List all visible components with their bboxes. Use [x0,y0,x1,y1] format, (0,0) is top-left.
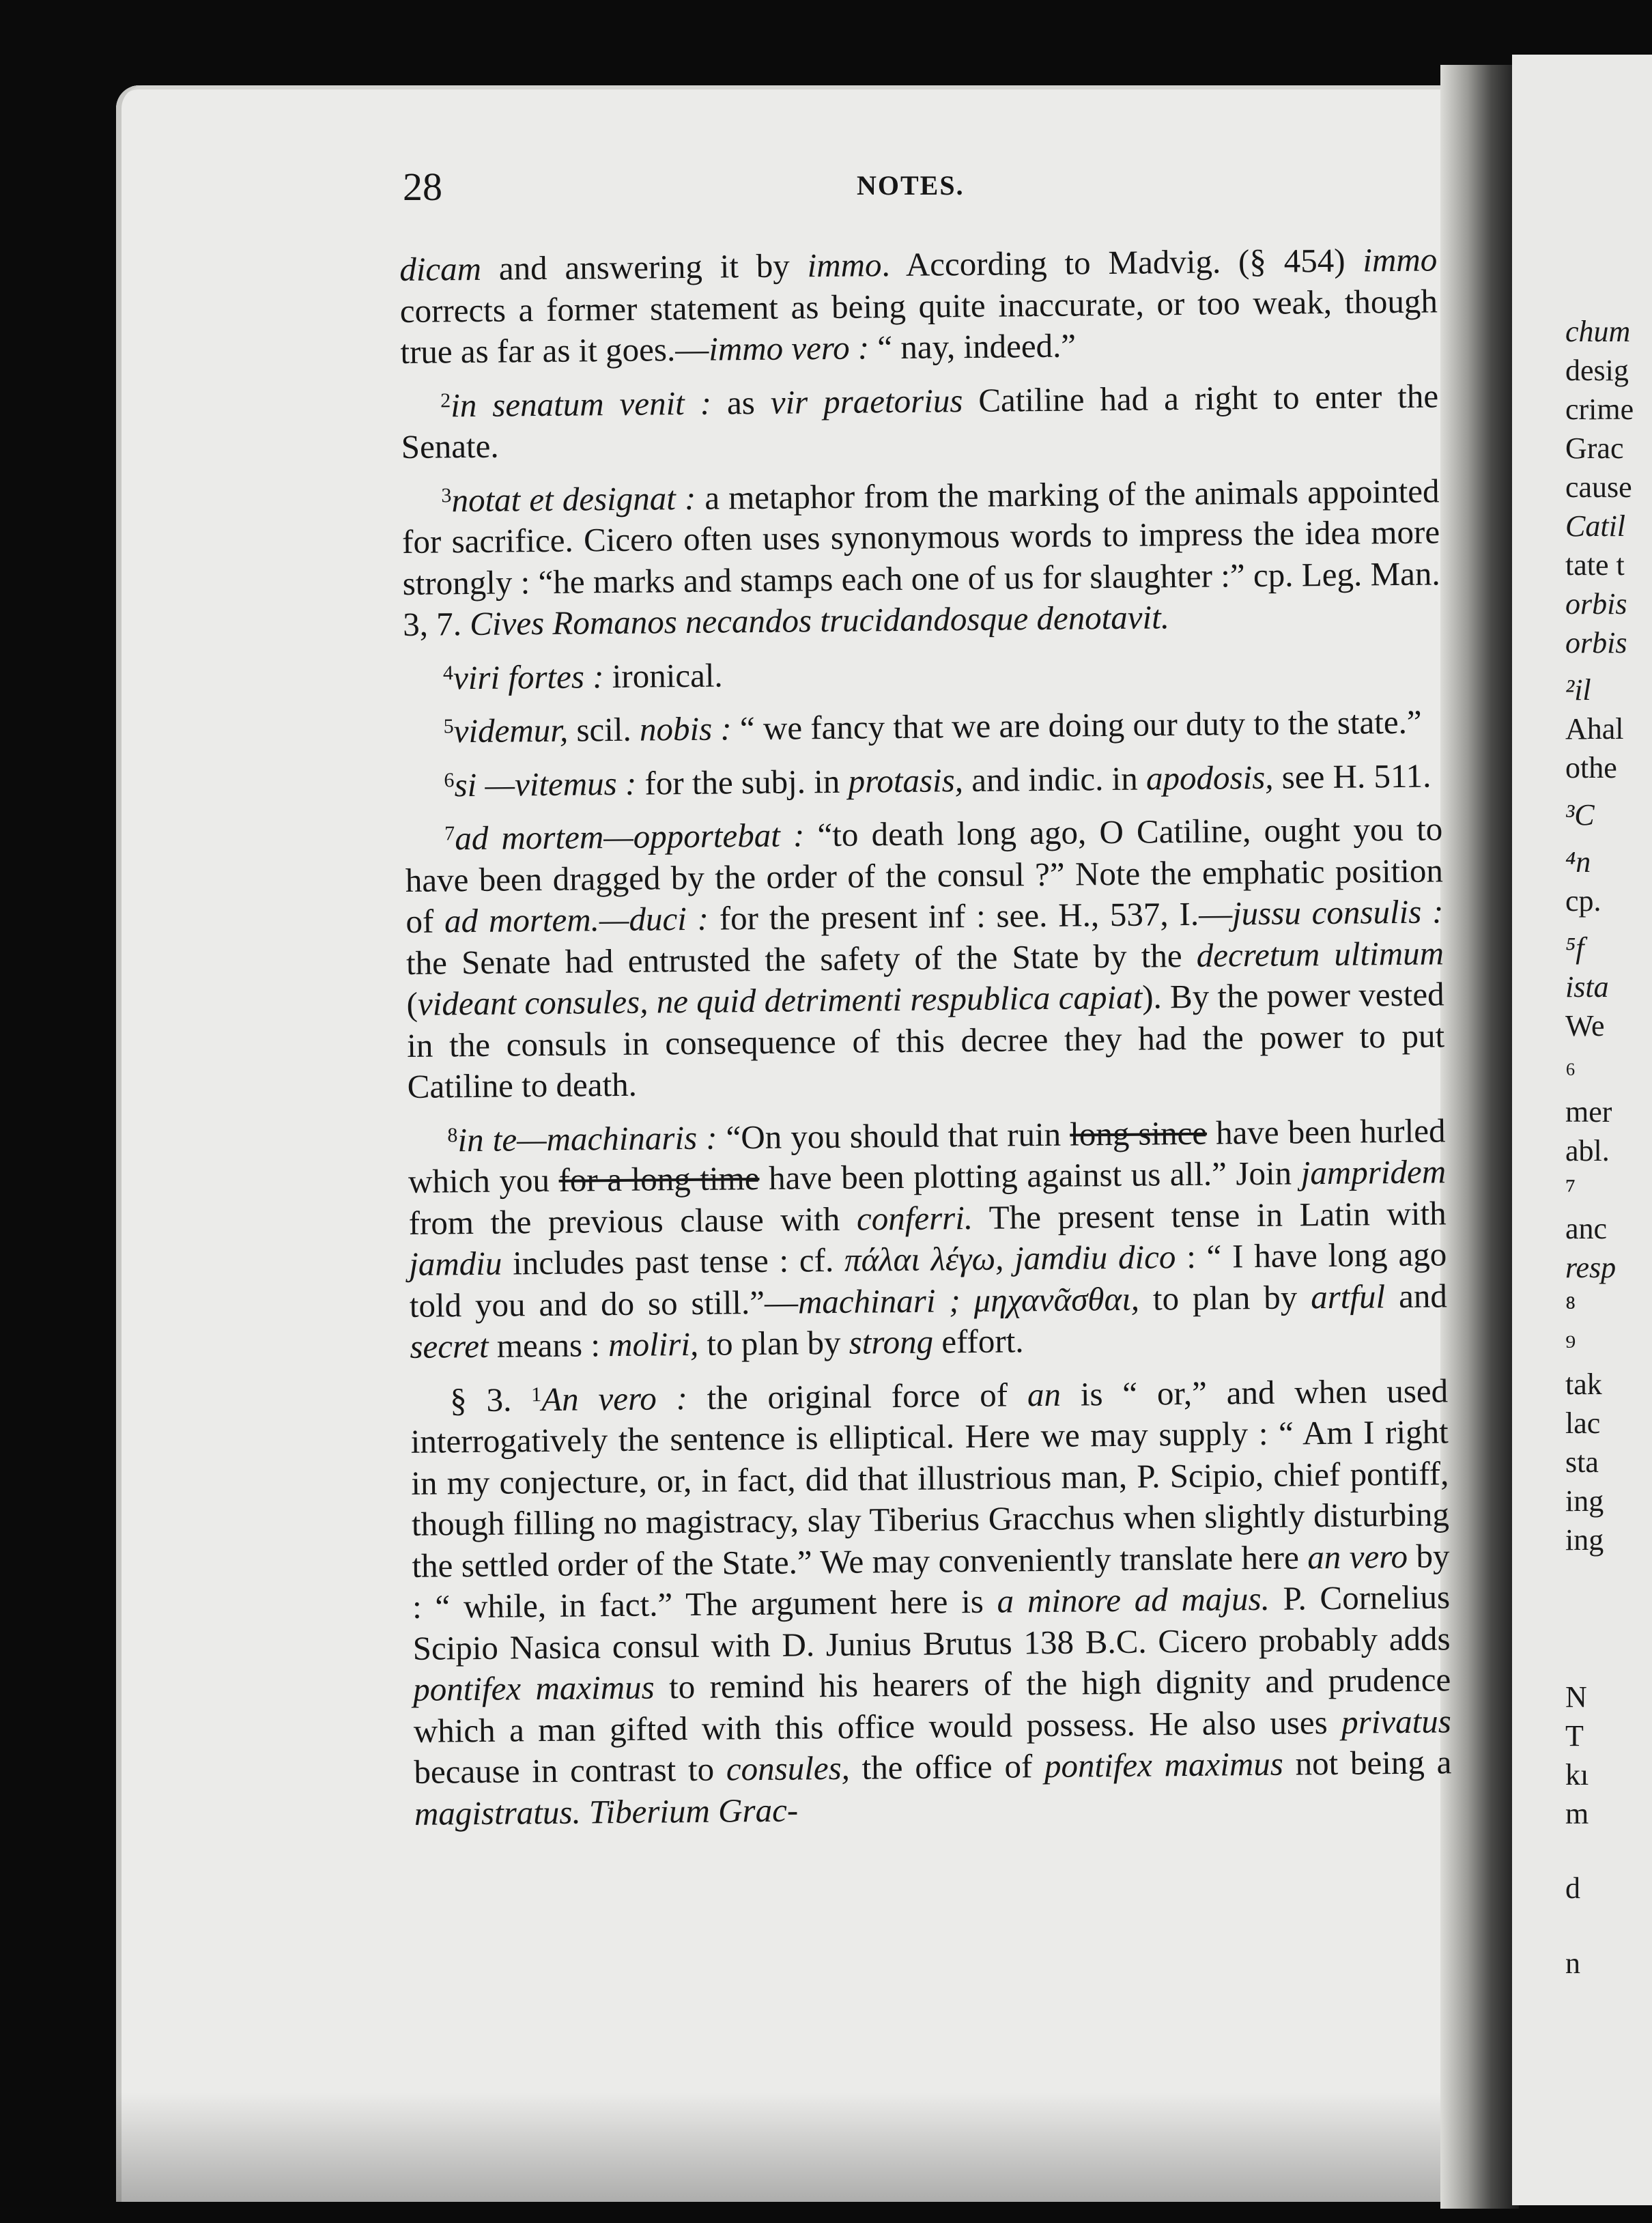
book-gutter [1440,65,1519,2209]
latin-term: vir praetorius [770,381,963,421]
note-text: scil. [567,710,640,749]
note-text: to plan by [698,1323,849,1363]
page-number: 28 [403,165,442,209]
greek-term: machinari ; μηχανᾶσθαι, [797,1279,1140,1320]
facing-page-line: T [1565,1719,1584,1753]
note-text: the Senate had entrusted the safety of the State by the [405,936,1197,982]
note-number: 3 [441,483,452,507]
facing-page-line: N [1565,1680,1587,1714]
note-8 [408,1110,1447,1368]
latin-term: notat et designat : [451,479,696,519]
latin-term: ad mortem.—duci : [444,899,709,940]
note-text: ). By the power vested in the consuls in consequence of this decree they had the power to put Catiline to death. [406,975,1445,1105]
note-text: and [1384,1276,1448,1315]
emphasis-term: strong [849,1322,934,1361]
note-text: is “ or,” and when used interrogatively the sentence is elliptical. Here we may supply : “ Am I right in my conjecture, or, in fact, did that illustrious man, P. Scipio, chief pontiff, though filling no magistracy, slay Tiberius Gracchus when slightly disturbing the settled order of the State.” We may conveniently translate here [410,1371,1450,1585]
latin-term: immo [1363,240,1438,279]
struck-text: for a long time [558,1159,760,1199]
note-text: not being a [1283,1743,1452,1783]
note-6 [404,755,1442,806]
latin-term: magistratus. [414,1793,581,1832]
note-text [580,1793,589,1830]
facing-page-line: kı [1565,1758,1589,1792]
note-text: corrects a former statement as being quite inaccurate, or too weak, though true as far as it goes.— [399,281,1438,371]
latin-term: An vero : [541,1378,688,1418]
note-text: effort. [932,1322,1024,1361]
facing-page-line: We [1565,1009,1605,1043]
running-head: NOTES. [857,170,965,201]
facing-page-line: d [1565,1871,1580,1905]
latin-term: conferri. [856,1198,973,1238]
note-number: 8 [447,1123,458,1146]
note-text: means : [488,1326,609,1365]
latin-term: protasis, [848,761,964,800]
emphasis-term: artful [1310,1277,1386,1316]
note-text: have been plotting against us all.” Join [759,1154,1301,1197]
facing-page-line: lac [1565,1406,1601,1440]
latin-term: jampridem [1300,1152,1447,1192]
note-text: have been hurled which you [408,1111,1446,1200]
facing-page-line: Grac [1565,431,1624,465]
note-text: includes past tense : cf. [502,1241,845,1282]
latin-term: decretum ultimum [1196,933,1444,974]
facing-page-line: n [1565,1946,1580,1980]
facing-page-line: ⁸ [1565,1290,1576,1323]
note-text: a metaphor from the marking of the animals appointed for sacrifice. Cicero often uses synonymous words to impress the idea more strongly : “he marks and stamps each one of us for slaughter :” cp. Leg. Man. 3, 7. [401,471,1440,643]
facing-page-line: ing [1565,1523,1604,1557]
latin-term: pontifex maximus [1044,1744,1284,1785]
facing-page-line: ⁶ [1565,1056,1576,1090]
note-4 [403,648,1442,699]
latin-term: si —vitemus : [454,764,637,804]
note-number: 5 [443,715,454,738]
note-text: see H. 511. [1273,756,1432,796]
facing-page-line: mer [1565,1095,1612,1129]
latin-term: ad mortem—opportebat : [455,816,805,858]
note-7 [405,808,1445,1107]
facing-page-line: Ahal [1565,712,1624,746]
note-2 [401,376,1439,468]
note-continued [399,239,1438,373]
facing-page-line: ²il [1565,673,1591,707]
facing-page-line: ⁵f [1565,931,1584,965]
latin-term: immo vero : [708,328,870,368]
latin-term: Cives Romanos necandos trucidandosque denotavit. [470,598,1170,643]
facing-page-line: ⁹ [1565,1329,1576,1362]
latin-term: an vero [1307,1537,1408,1576]
note-text: The present tense in Latin with [972,1193,1447,1236]
note-text: P. Cornelius Scipio Nasica consul with D. Junius Brutus 138 B.C. Cicero probably adds [412,1578,1451,1667]
note-5 [403,701,1442,752]
latin-term: apodosis, [1145,758,1274,797]
note-text: “to death long ago, O Catiline, ought you to have been dragged by the order of the consul ?” Note the emphatic position of [405,810,1444,940]
facing-page-line: tak [1565,1368,1602,1401]
facing-page-line: othe [1565,751,1617,784]
note-number: 2 [440,388,451,412]
latin-term: nobis : [639,709,732,748]
note-number: 1 [530,1383,542,1406]
latin-term: consules, [726,1748,851,1788]
section-3-note-1 [410,1370,1452,1835]
note-text: because in contrast to [414,1750,727,1791]
facing-page-line: Catil [1565,509,1626,543]
note-text: for the present inf : see. H., 537, I.— [708,894,1233,937]
note-text: ironical. [603,655,723,695]
note-text: “On you should that ruin [717,1115,1070,1157]
note-text: to plan by [1139,1277,1311,1318]
latin-term: a minore ad majus. [997,1579,1270,1620]
facing-page-line: m [1565,1797,1589,1830]
note-number: 4 [442,661,454,684]
note-text: and indic. in [963,759,1147,799]
facing-page-line: cp. [1565,884,1601,918]
facing-page-line: resp [1565,1251,1617,1284]
greek-term: πάλαι λέγω, jamdiu dico [844,1238,1176,1279]
note-text: . According to Madvig. (§ 454) [881,241,1363,284]
facing-page-line: ista [1565,970,1609,1004]
latin-term: an [1027,1375,1062,1413]
facing-page-line: orbis [1565,587,1627,621]
facing-page [1512,55,1652,2205]
latin-term: in senatum venit : [450,384,712,424]
note-text: for the subj. in [636,762,849,802]
latin-term: viri fortes : [453,657,604,696]
note-text: ( [406,985,418,1023]
facing-page-line: sta [1565,1445,1599,1479]
facing-page-line: desig [1565,354,1629,387]
latin-term: in te—machinaris : [457,1118,717,1159]
section-marker: § 3. [449,1380,532,1419]
note-text: as [711,383,771,422]
facing-page-line: crime [1565,393,1634,426]
note-text: Catiline had a right to enter the Senate. [401,376,1439,466]
latin-term: moliri, [608,1325,699,1364]
note-number: 6 [444,768,455,791]
facing-page-line: abl. [1565,1134,1610,1167]
facing-page-line: tate t [1565,548,1625,582]
emphasis-term: secret [410,1327,489,1365]
facing-page-line: ⁴n [1565,845,1591,879]
note-text: to remind his hearers of the high dignity and prudence which a man gifted with this office would possess. He also uses [413,1660,1451,1750]
latin-term: immo [807,246,882,285]
facing-page-line: cause [1565,470,1632,504]
facing-page-line: ing [1565,1484,1604,1518]
latin-term: pontifex maximus [412,1668,655,1708]
note-text: the office of [849,1747,1045,1787]
latin-term: videmur, [453,711,569,750]
latin-term: jamdiu [409,1244,502,1283]
facing-page-line: ³C [1565,798,1595,832]
note-text: “ nay, indeed.” [868,326,1077,367]
latin-term: videant consules, ne quid detrimenti respublica capiat [417,978,1143,1023]
latin-term: Tiberium Grac- [588,1790,799,1830]
notes-body [399,239,1452,1846]
facing-page-line: chum [1565,315,1631,348]
facing-page-line: ⁷ [1565,1173,1576,1206]
latin-term: dicam [399,249,482,288]
struck-text: long since [1069,1114,1208,1153]
facing-page-line: orbis [1565,626,1627,660]
note-text: “ we fancy that we are doing our duty to the state.” [731,703,1422,748]
note-text: the original force of [687,1375,1028,1417]
note-text: and answering it by [481,246,808,287]
note-number: 7 [444,822,455,845]
note-text: by : “ while, in fact.” The argument here is [412,1536,1450,1626]
latin-term: privatus [1341,1701,1452,1741]
latin-term: jussu consulis : [1231,892,1444,933]
note-text: : “ I have long ago told you and do so still.”— [409,1235,1447,1325]
note-text: from the previous clause with [408,1200,857,1242]
note-3 [401,470,1440,646]
facing-page-line: anc [1565,1212,1608,1245]
